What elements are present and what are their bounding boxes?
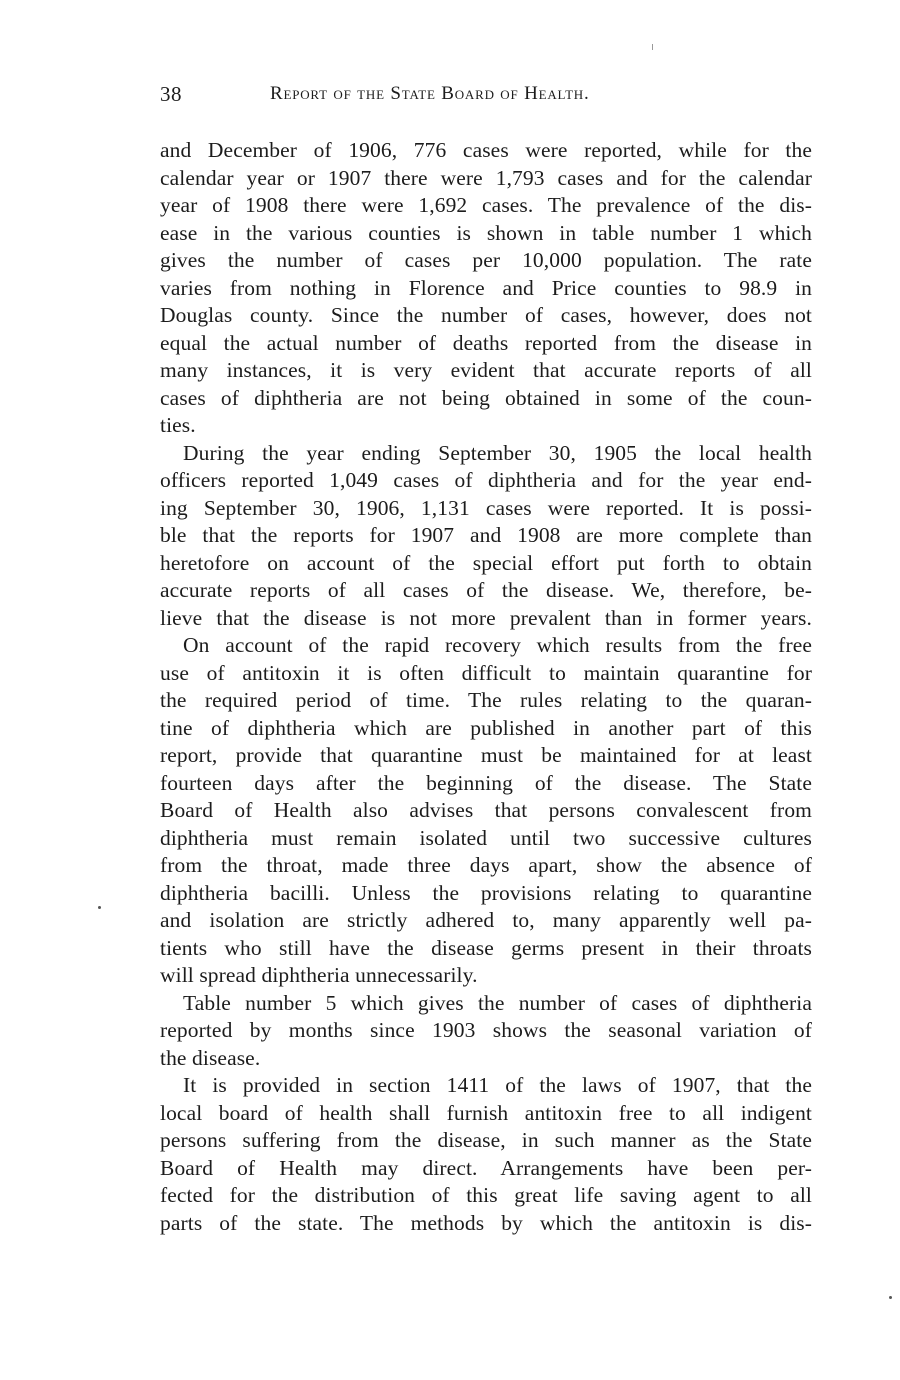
text-line: parts of the state. The methods by which the antitoxin is dis-: [160, 1210, 812, 1235]
text-line: report, provide that quarantine must be maintained for at least: [160, 743, 812, 767]
text-line: ease in the various counties is shown in table number 1 which: [160, 220, 812, 245]
text-line: fected for the distribution of this great life saving agent to all: [160, 1183, 812, 1207]
running-head: Report of the State Board of Health.: [270, 83, 590, 104]
text-line: calendar year or 1907 there were 1,793 cases and for the calendar: [160, 165, 812, 190]
text-line: tients who still have the disease germs present in their throats: [160, 935, 812, 960]
text-line: tine of diphtheria which are published in another part of this: [160, 715, 812, 740]
text-line: Board of Health may direct. Arrangements have been per-: [160, 1155, 812, 1180]
text-line: officers reported 1,049 cases of diphtheria and for the year end-: [160, 468, 812, 492]
text-line: the required period of time. The rules relating to the quaran-: [160, 688, 812, 712]
text-line: lieve that the disease is not more prevalent than in former years.: [160, 605, 812, 630]
text-line: varies from nothing in Florence and Price counties to 98.9 in: [160, 275, 812, 300]
text-line: local board of health shall furnish antitoxin free to all indigent: [160, 1100, 812, 1125]
text-line: use of antitoxin it is often difficult to maintain quarantine for: [160, 660, 812, 685]
text-line: diphtheria bacilli. Unless the provisions relating to quarantine: [160, 880, 812, 905]
scan-speck: [98, 906, 101, 909]
body-text: [160, 137, 812, 1237]
text-line: and December of 1906, 776 cases were reported, while for the: [160, 138, 812, 162]
text-line: heretofore on account of the special effort put forth to obtain: [160, 550, 812, 575]
scan-speck: [652, 44, 653, 50]
text-line: ble that the reports for 1907 and 1908 are more complete than: [160, 523, 812, 547]
scan-speck: [889, 1296, 892, 1299]
text-line: reported by months since 1903 shows the seasonal variation of: [160, 1018, 812, 1042]
text-line: fourteen days after the beginning of the disease. The State: [160, 770, 812, 795]
text-line: equal the actual number of deaths reported from the disease in: [160, 330, 812, 355]
text-line: will spread diphtheria unnecessarily.: [160, 963, 478, 987]
text-line: the disease.: [160, 1045, 261, 1070]
text-line: gives the number of cases per 10,000 population. The rate: [160, 248, 812, 272]
text-line: ing September 30, 1906, 1,131 cases were reported. It is possi-: [160, 495, 812, 520]
text-line: cases of diphtheria are not being obtained in some of the coun-: [160, 385, 812, 410]
paragraph-first-line: Table number 5 which gives the number of cases of diphtheria: [183, 990, 812, 1015]
text-line: diphtheria must remain isolated until two successive cultures: [160, 825, 812, 850]
paragraph-first-line: During the year ending September 30, 1905 the local health: [183, 440, 812, 465]
page-header: [160, 82, 812, 112]
paragraph-first-line: It is provided in section 1411 of the laws of 1907, that the: [183, 1073, 812, 1097]
text-line: and isolation are strictly adhered to, many apparently well pa-: [160, 908, 812, 932]
text-line: year of 1908 there were 1,692 cases. The prevalence of the dis-: [160, 193, 812, 217]
text-line: accurate reports of all cases of the disease. We, therefore, be-: [160, 578, 812, 602]
text-line: Douglas county. Since the number of cases, however, does not: [160, 303, 812, 327]
text-line: Board of Health also advises that persons convalescent from: [160, 798, 812, 822]
page-number: 38: [160, 82, 182, 106]
text-line: ties.: [160, 413, 196, 437]
paragraph-first-line: On account of the rapid recovery which results from the free: [183, 633, 812, 657]
text-line: many instances, it is very evident that accurate reports of all: [160, 358, 812, 382]
text-line: persons suffering from the disease, in such manner as the State: [160, 1128, 812, 1152]
text-line: from the throat, made three days apart, show the absence of: [160, 853, 812, 877]
